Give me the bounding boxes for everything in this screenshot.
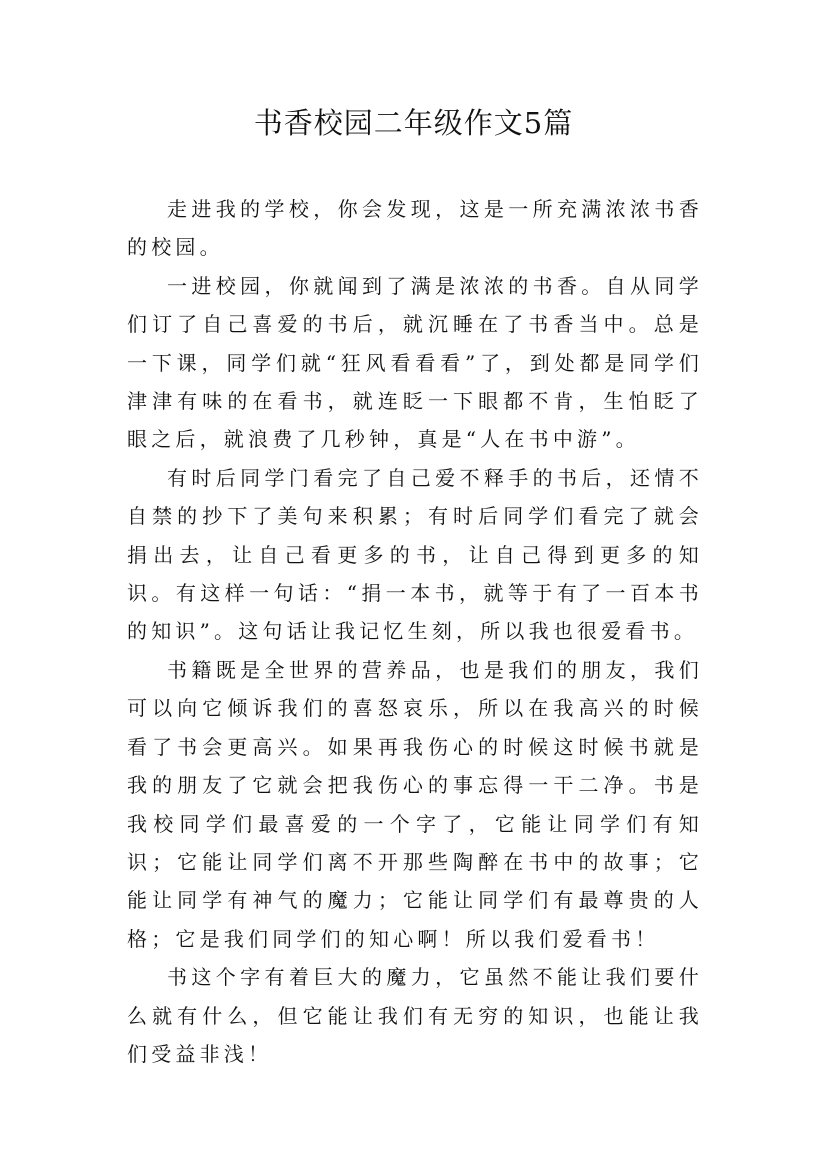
paragraph-1: 走进我的学校，你会发现，这是一所充满浓浓书香的校园。: [127, 197, 703, 260]
document-body: [127, 190, 703, 1073]
paragraph-2: 一进校园，你就闻到了满是浓浓的书香。自从同学们订了自己喜爱的书后，就沉睡在了书香当中。总是一下课，同学们就“狂风看看看”了，到处都是同学们津津有味的在看书，就连眨一下眼都不肯，生怕眨了眼之后，就浪费了几秒钟，真是“人在书中游”。: [127, 273, 703, 452]
paragraph-5: 书这个字有着巨大的魔力，它虽然不能让我们要什么就有什么，但它能让我们有无穷的知识，也能让我们受益非浅！: [127, 965, 703, 1066]
paragraph-4: 书籍既是全世界的营养品，也是我们的朋友，我们可以向它倾诉我们的喜怒哀乐，所以在我高兴的时候看了书会更高兴。如果再我伤心的时候这时候书就是我的朋友了它就会把我伤心的事忘得一干二净。书是我校同学们最喜爱的一个字了，它能让同学们有知识；它能让同学们离不开那些陶醉在书中的故事；它能让同学有神气的魔力；它能让同学们有最尊贵的人格；它是我们同学们的知心啊！所以我们爱看书！: [127, 657, 703, 951]
document-title: 书香校园二年级作文5篇: [253, 106, 574, 140]
paragraph-3: 有时后同学门看完了自己爱不释手的书后，还情不自禁的抄下了美句来积累；有时后同学们看完了就会捐出去，让自己看更多的书，让自己得到更多的知识。有这样一句话：“捐一本书，就等于有了一百本书的知识”。这句话让我记忆生刻，所以我也很爱看书。: [127, 465, 703, 644]
